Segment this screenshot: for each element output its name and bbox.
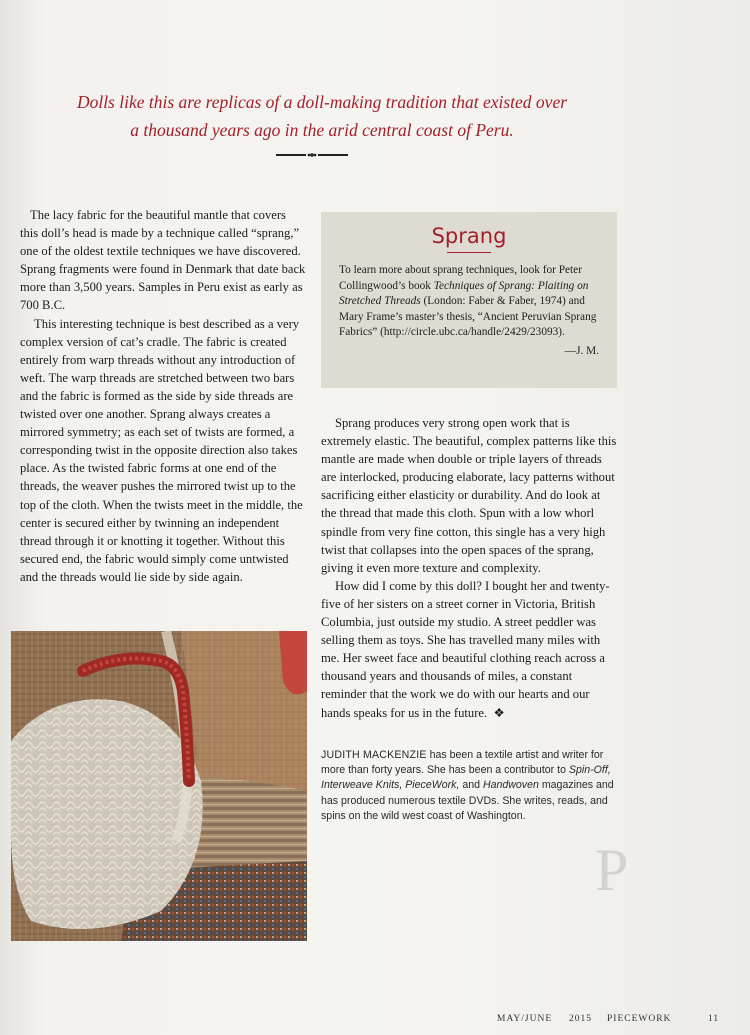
right-paragraph-2 xyxy=(321,577,617,722)
right-paragraph-1: Sprang produces very strong open work that is extremely elastic. The beautiful, complex patterns like this mantle are made when double or triple layers of threads are interlocked, producing elaborate, lacy patterns without sacrificing either elasticity or durability. And do look at the thread that made this cloth. Spun with a low whorl spindle from very fine cotton, this single has a very high twist that collapses into the open spaces of the sprang, giving it even more texture and complexity. xyxy=(321,416,617,575)
left-paragraph-1: The lacy fabric for the beautiful mantle that covers this doll’s head is made by a technique called “sprang,” one of the oldest textile techniques we have discovered. Sprang fragments were found in Denmark that date back more than 3,500 years. Samples in Peru exist as early as 700 B.C. xyxy=(20,208,306,313)
left-column xyxy=(20,206,306,586)
bio-text-3: magazines and has produced numerous textile DVDs. She writes, reads, and spins on the wild west coast of Washington. xyxy=(321,779,614,822)
left-paragraph-2: This interesting technique is best described as a very complex version of cat’s cradle. The fabric is created entirely from warp threads without any introduction of weft. The warp threads are stretched between two bars and the fabric is formed as the side by side threads are twisted over one another. Sprang always creates a mirrored symmetry; as each set of twists are formed, a corresponding twist in the opposite direction also takes place. As the twisted fabric forms at one end of the threads, the weaver pushes the mirrored twist up to the top of the cloth. When the twists meet in the middle, the center is secured either by twinning an independent thread through it or knotting it together. Without this secured end, the fabric would simply come untwisted and the threads would lie side by side again. xyxy=(20,316,303,584)
sprang-sidebar xyxy=(321,212,617,388)
author-name: JUDITH MACKENZIE xyxy=(321,749,427,761)
footer-issue: MAY/JUNE xyxy=(497,1014,553,1024)
bio-publication-handwoven: Handwoven xyxy=(482,779,539,792)
footer-year: 2015 xyxy=(569,1014,592,1024)
sidebar-signature: —J. M. xyxy=(564,344,599,357)
doll-sprang-photo xyxy=(11,631,307,941)
sidebar-rule xyxy=(447,252,491,253)
pull-quote xyxy=(22,88,622,144)
bio-publications: Spin-Off, Interweave Knits, PieceWork, xyxy=(321,764,611,792)
end-mark-icon: ❖ xyxy=(493,705,505,720)
ornament-divider xyxy=(276,152,348,158)
author-bio xyxy=(321,748,621,824)
bio-text-1: has been a textile artist and writer for more than forty years. She has been a contributor to xyxy=(321,749,604,777)
sidebar-title: Sprang xyxy=(431,224,507,248)
footer-page-number: 11 xyxy=(708,1014,720,1024)
pull-quote-line-2: a thousand years ago in the arid central coast of Peru. xyxy=(130,120,514,140)
bio-text-2: and xyxy=(459,779,483,792)
sidebar-body-prefix: To learn more about sprang techniques, look for Peter Collingwood’s book xyxy=(339,264,582,292)
right-column xyxy=(321,414,617,722)
sidebar-book-title: Techniques of Sprang: Plaiting on Stretched Threads xyxy=(339,279,589,308)
pull-quote-line-1: Dolls like this are replicas of a doll-making tradition that existed over xyxy=(76,92,568,112)
sidebar-body xyxy=(339,263,599,341)
right-paragraph-2-text: How did I come by this doll? I bought her and twenty-five of her sisters on a street corner in Victoria, British Columbia, just outside my studio. A street peddler was selling them as toys. She has travelled many miles with me. Her sweet face and beautiful clothing reach across a thousand years and thousands of miles, a constant reminder that the work we do with our hearts and our hands speaks for us in the future. xyxy=(321,578,610,720)
sidebar-body-suffix: (London: Faber & Faber, 1974) and Mary Frame’s master’s thesis, “Ancient Peruvian Sprang Fabrics” (http://circle.ubc.ca/handle/2429/23093). xyxy=(339,295,597,339)
footer-magazine: PIECEWORK xyxy=(607,1014,672,1024)
show-through-drop-cap: P xyxy=(595,837,629,903)
